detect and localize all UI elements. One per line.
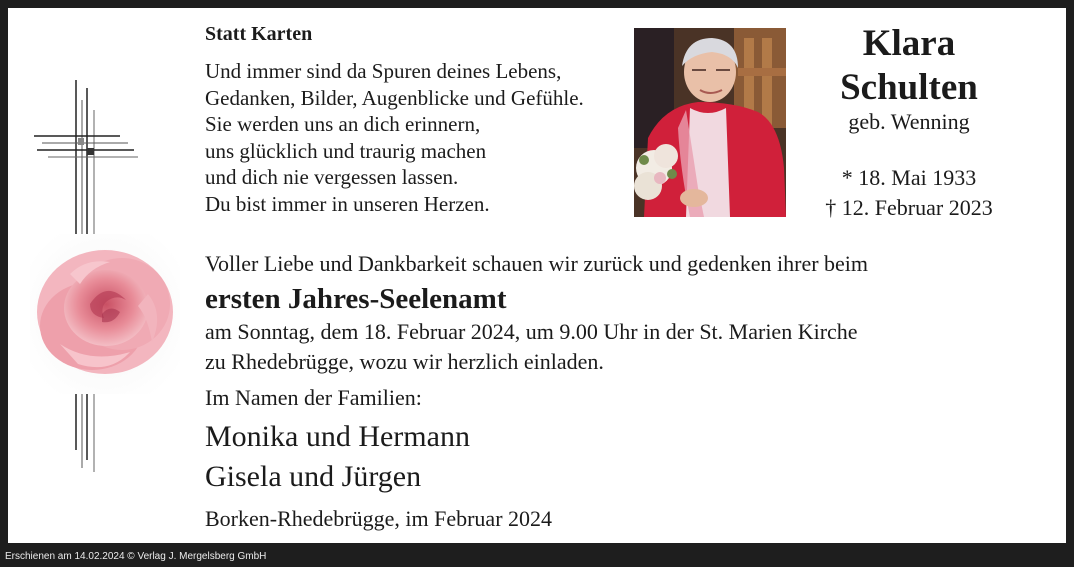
last-name: Schulten	[840, 67, 978, 108]
publication-credit: Erschienen am 14.02.2024 © Verlag J. Mergelsberg GmbH	[5, 551, 267, 562]
birth-date: * 18. Mai 1933	[841, 165, 977, 190]
service-headline: ersten Jahres-Seelenamt	[205, 283, 507, 315]
on-behalf-text: Im Namen der Familien:	[205, 385, 422, 410]
signatory: Gisela und Jürgen	[205, 460, 422, 493]
birth-name: geb. Wenning	[848, 109, 970, 134]
poem	[205, 58, 584, 217]
first-name: Klara	[862, 23, 956, 64]
statt-karten-label: Statt Karten	[205, 23, 313, 45]
obituary-card	[8, 8, 1066, 543]
place-date: Borken-Rhedebrügge, im Februar 2024	[205, 506, 553, 531]
intro-text: Voller Liebe und Dankbarkeit schauen wir zurück und gedenken ihrer beim	[205, 251, 869, 276]
poem-line: Sie werden uns an dich erinnern,	[205, 112, 481, 136]
service-details: am Sonntag, dem 18. Februar 2024, um 9.00 Uhr in der St. Marien Kirche	[205, 319, 858, 344]
announcement	[205, 249, 868, 535]
poem-line: Gedanken, Bilder, Augenblicke und Gefühle.	[205, 85, 584, 110]
signatory: Monika und Hermann	[205, 420, 470, 453]
poem-line: und dich nie vergessen lassen.	[205, 165, 459, 189]
service-details: zu Rhedebrügge, wozu wir herzlich einladen.	[205, 349, 604, 374]
rose-icon	[30, 234, 180, 394]
poem-line: Und immer sind da Spuren deines Lebens,	[205, 59, 562, 83]
poem-line: uns glücklich und traurig machen	[205, 138, 487, 163]
life-dates	[798, 163, 1020, 223]
portrait-photo	[634, 28, 786, 217]
poem-line: Du bist immer in unseren Herzen.	[205, 191, 490, 216]
name-block	[798, 22, 1020, 135]
death-date: † 12. Februar 2023	[825, 195, 993, 220]
